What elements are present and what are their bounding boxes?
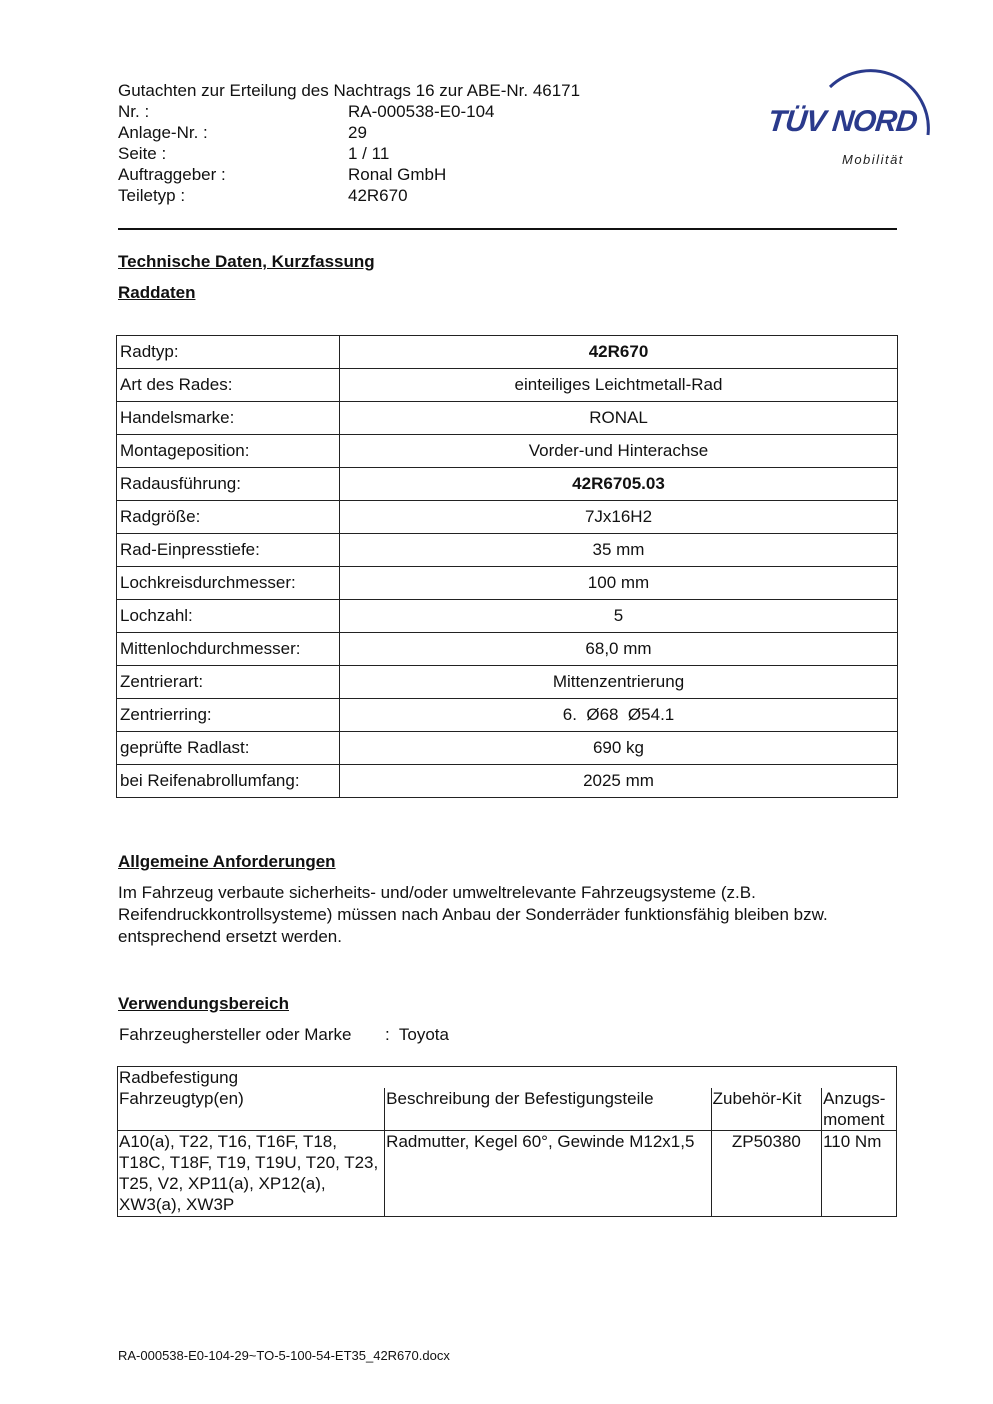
row-value: 68,0 mm (340, 633, 898, 666)
row-key: Montageposition: (117, 435, 340, 468)
row-key: Lochzahl: (117, 600, 340, 633)
header-key: Auftraggeber : (118, 165, 226, 184)
table-header-row (118, 1088, 897, 1131)
table-title-row (118, 1067, 897, 1089)
table-row (117, 567, 898, 600)
column-header: Anzugs-moment (822, 1088, 897, 1131)
table-row (117, 633, 898, 666)
row-key: bei Reifenabrollumfang: (117, 765, 340, 798)
document-header (118, 80, 658, 206)
header-row-seite (118, 143, 658, 164)
row-key: Radausführung: (117, 468, 340, 501)
row-value: Mittenzentrierung (340, 666, 898, 699)
row-value: 35 mm (340, 534, 898, 567)
row-key: Zentrierring: (117, 699, 340, 732)
header-row-anlage (118, 122, 658, 143)
row-key: Mittenlochdurchmesser: (117, 633, 340, 666)
section-title-verwendung: Verwendungsbereich (118, 994, 289, 1013)
table-row (118, 1131, 897, 1217)
usage-value: : Toyota (385, 1025, 449, 1044)
beschreibung-cell: Radmutter, Kegel 60°, Gewinde M12x1,5 (385, 1131, 711, 1217)
row-value: einteiliges Leichtmetall-Rad (340, 369, 898, 402)
row-value: 5 (340, 600, 898, 633)
table-row (117, 534, 898, 567)
table-row (117, 369, 898, 402)
usage-line (119, 1025, 449, 1045)
zubehoer-kit-cell: ZP50380 (711, 1131, 821, 1217)
radbefestigung-table (117, 1066, 897, 1217)
row-value: 42R6705.03 (340, 468, 898, 501)
logo-subtitle: Mobilität (842, 152, 904, 167)
table-row (117, 468, 898, 501)
table-row (117, 732, 898, 765)
row-value: 42R670 (340, 336, 898, 369)
row-key: Handelsmarke: (117, 402, 340, 435)
footer-filename: RA-000538-E0-104-29~TO-5-100-54-ET35_42R670.docx (118, 1348, 450, 1363)
row-key: Radtyp: (117, 336, 340, 369)
anzugsmoment-cell: 110 Nm (822, 1131, 897, 1217)
header-value: RA-000538-E0-104 (348, 102, 495, 121)
row-key: Radgröße: (117, 501, 340, 534)
section-title-allgemein: Allgemeine Anforderungen (118, 852, 336, 871)
row-key: Zentrierart: (117, 666, 340, 699)
header-row-auftraggeber (118, 164, 658, 185)
column-header: Zubehör-Kit (711, 1088, 821, 1131)
column-header: Beschreibung der Befestigungsteile (385, 1088, 711, 1131)
document-title: Gutachten zur Erteilung des Nachtrags 16 zur ABE-Nr. 46171 (118, 81, 581, 100)
table-row (117, 699, 898, 732)
row-key: Art des Rades: (117, 369, 340, 402)
table-row (117, 402, 898, 435)
header-value: 42R670 (348, 186, 408, 205)
usage-key: Fahrzeughersteller oder Marke (119, 1025, 352, 1044)
radbefestigung-title: Radbefestigung (118, 1067, 897, 1089)
header-divider (118, 228, 897, 230)
row-value: 100 mm (340, 567, 898, 600)
tuv-nord-logo (760, 55, 945, 175)
table-row (117, 666, 898, 699)
header-value: Ronal GmbH (348, 165, 447, 184)
header-row-nr (118, 101, 658, 122)
raddaten-table (116, 335, 898, 798)
allgemein-paragraph: Im Fahrzeug verbaute sicherheits- und/oder umweltrelevante Fahrzeugsysteme (z.B. Reifendruckkontrollsysteme) müssen nach Anbau der Sonderräder funktionsfähig bleiben bzw. entsprechend ersetzt werden. (118, 883, 828, 946)
logo-brand: TÜV NORD (766, 105, 919, 138)
row-value: 6. Ø68 Ø54.1 (340, 699, 898, 732)
row-key: Rad-Einpresstiefe: (117, 534, 340, 567)
row-value: Vorder-und Hinterachse (340, 435, 898, 468)
table-row (117, 600, 898, 633)
section-title-tech: Technische Daten, Kurzfassung (118, 252, 375, 271)
row-value: 2025 mm (340, 765, 898, 798)
header-key: Seite : (118, 144, 167, 163)
row-key: Lochkreisdurchmesser: (117, 567, 340, 600)
header-row-teiletyp (118, 185, 658, 206)
row-value: RONAL (340, 402, 898, 435)
header-value: 1 / 11 (348, 144, 390, 163)
section-title-raddaten: Raddaten (118, 283, 196, 302)
header-key: Anlage-Nr. : (118, 123, 208, 142)
header-value: 29 (348, 123, 367, 142)
table-row (117, 501, 898, 534)
row-value: 690 kg (340, 732, 898, 765)
table-row (117, 765, 898, 798)
column-header: Fahrzeugtyp(en) (118, 1088, 385, 1131)
table-row (117, 435, 898, 468)
table-row (117, 336, 898, 369)
row-key: geprüfte Radlast: (117, 732, 340, 765)
row-value: 7Jx16H2 (340, 501, 898, 534)
header-key: Nr. : (118, 102, 150, 121)
fahrzeugtypen-cell: A10(a), T22, T16, T16F, T18, T18C, T18F, T19, T19U, T20, T23, T25, V2, XP11(a), XP12(a), XW3(a), XW3P (118, 1131, 385, 1217)
header-key: Teiletyp : (118, 186, 186, 205)
